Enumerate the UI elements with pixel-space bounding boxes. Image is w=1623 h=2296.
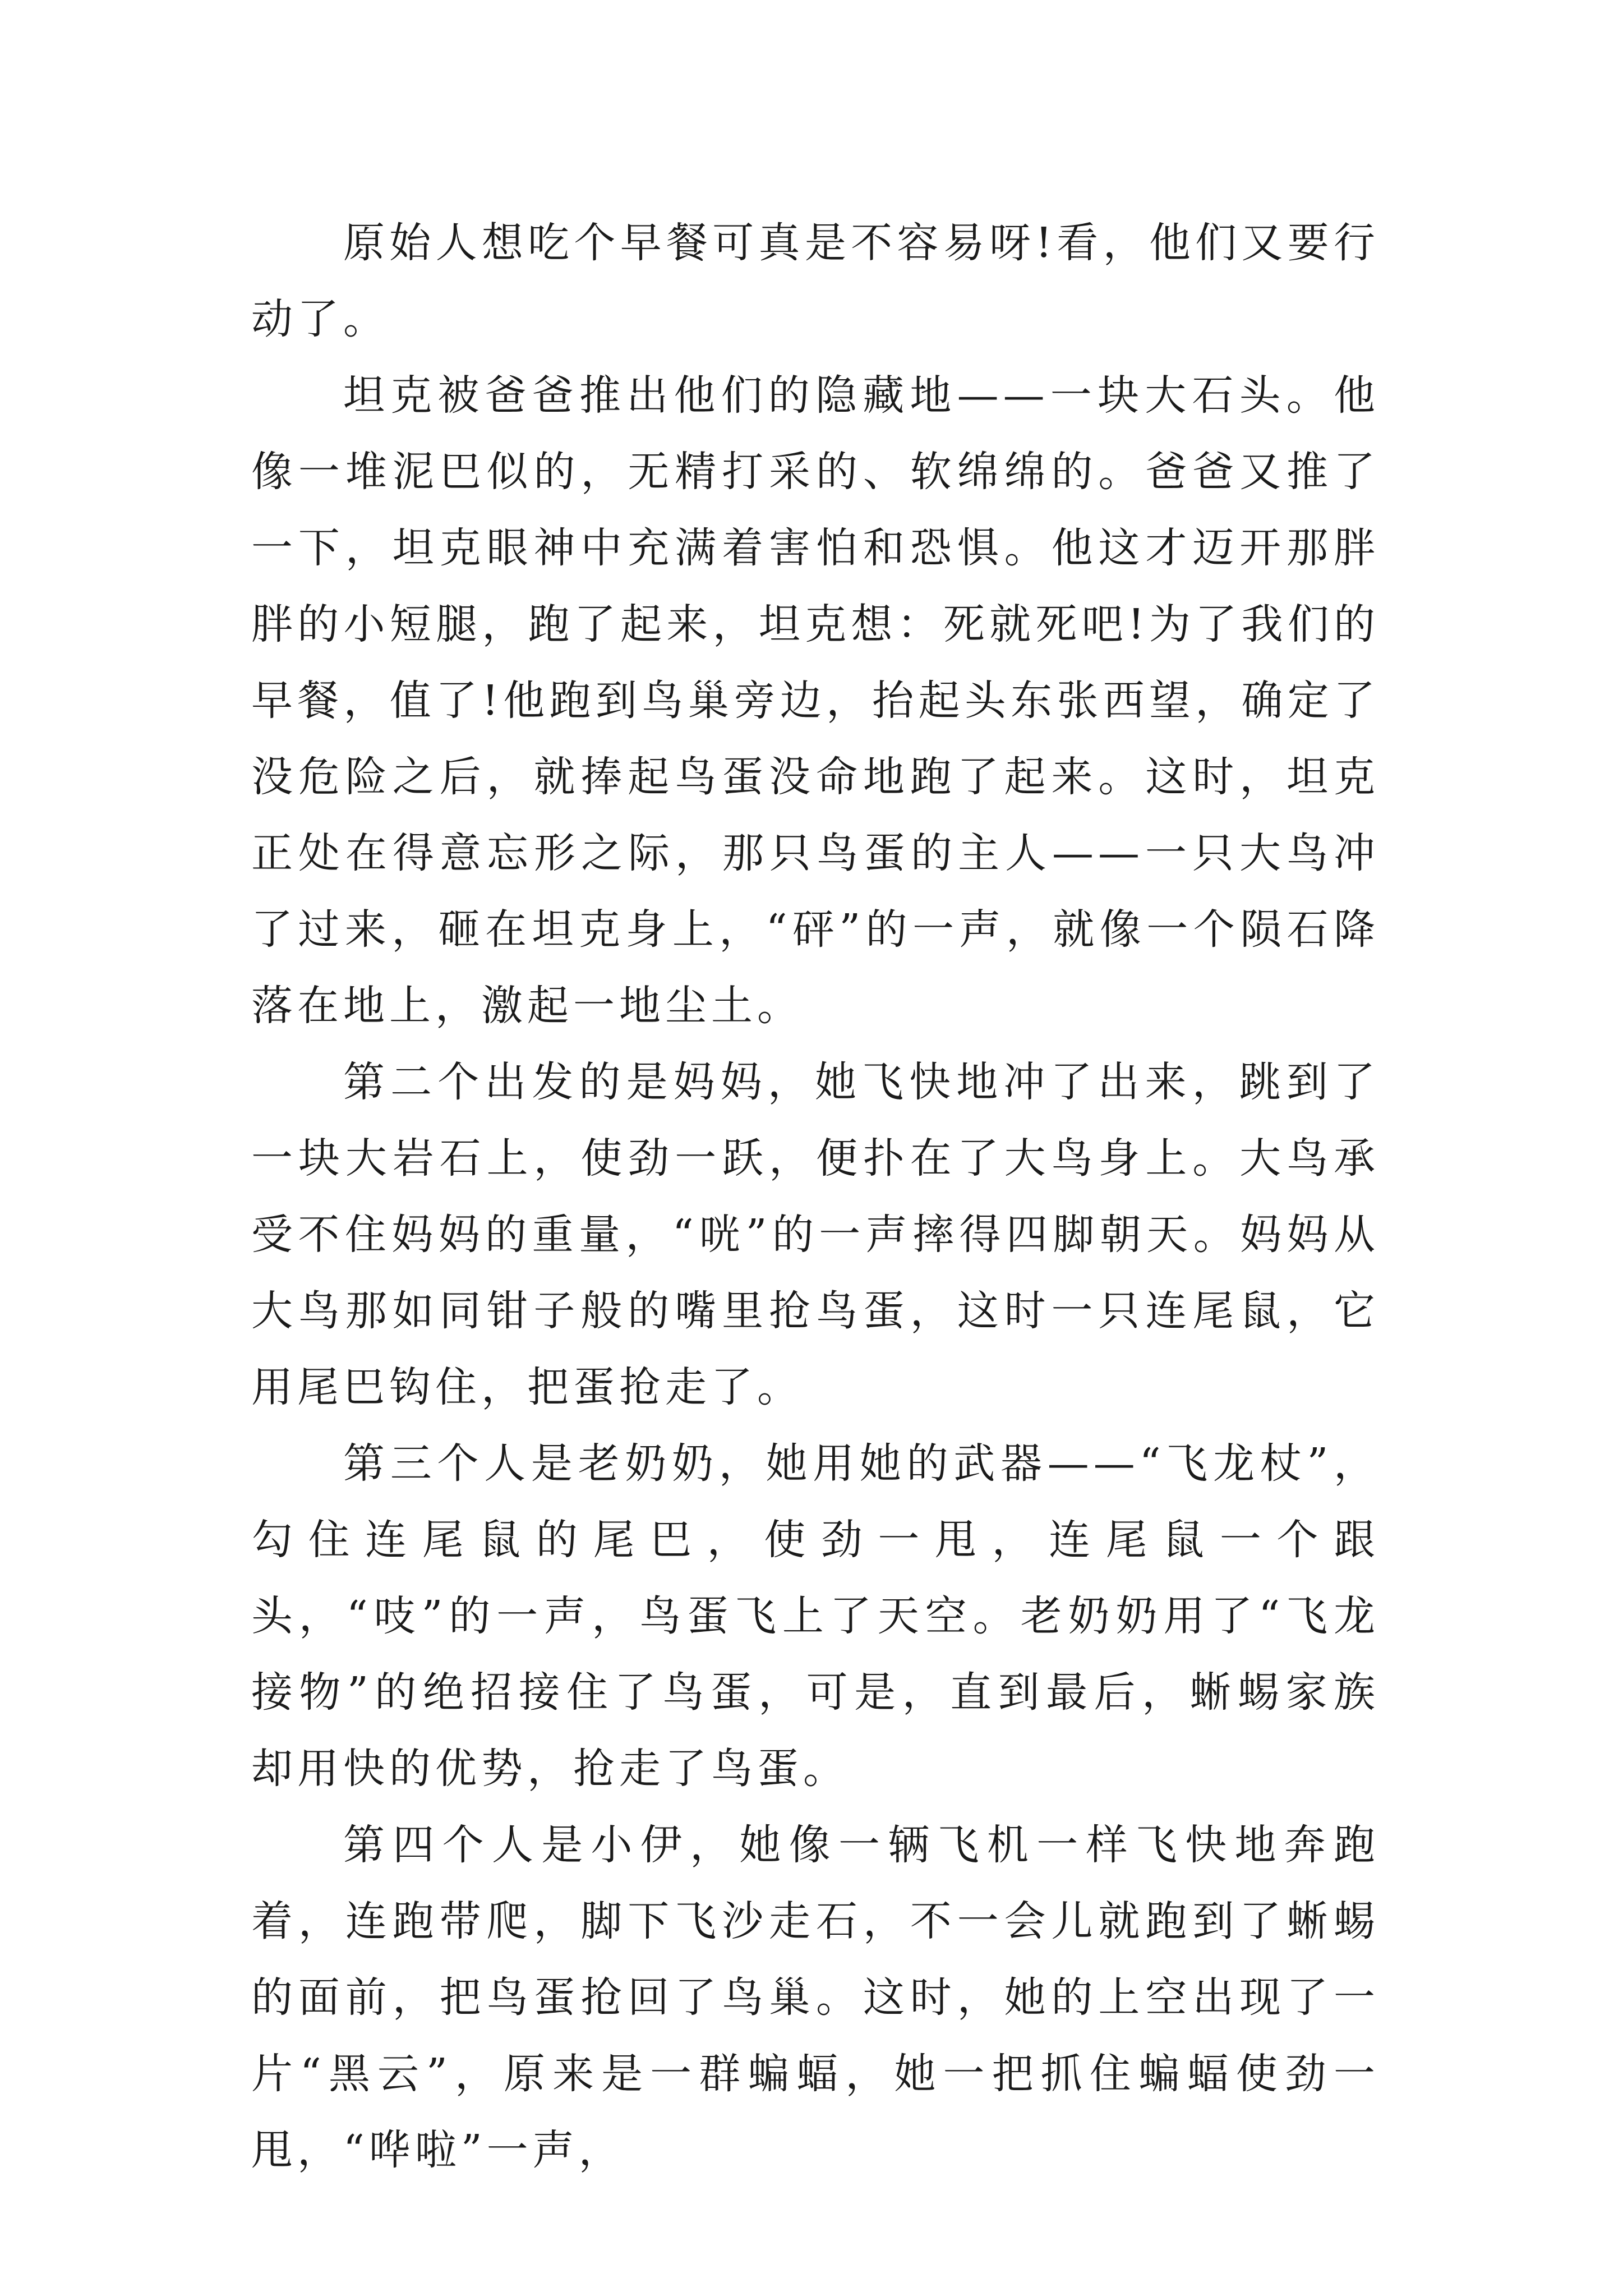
- paragraph-3: 第二个出发的是妈妈，她飞快地冲了出来，跳到了一块大岩石上，使劲一跃，便扑在了大鸟身上。大鸟承受不住妈妈的重量，“咣”的一声摔得四脚朝天。妈妈从大鸟那如同钳子般的嘴里抢鸟蛋，这时一只连尾鼠，它用尾巴钩住，把蛋抢走了。: [251, 1058, 1380, 1411]
- paragraph-1: 原始人想吃个早餐可真是不容易呀!看，他们又要行动了。: [251, 219, 1380, 343]
- document-body: [251, 205, 1380, 2188]
- paragraph-4: 第三个人是老奶奶，她用她的武器——“飞龙杖”，勾住连尾鼠的尾巴，使劲一甩，连尾鼠一个跟头，“吱”的一声，鸟蛋飞上了天空。老奶奶用了“飞龙接物”的绝招接住了鸟蛋，可是，直到最后，蜥蜴家族却用快的优势，抢走了鸟蛋。: [251, 1439, 1380, 1793]
- paragraph-5: 第四个人是小伊，她像一辆飞机一样飞快地奔跑着，连跑带爬，脚下飞沙走石，不一会儿就跑到了蜥蜴的面前，把鸟蛋抢回了鸟巢。这时，她的上空出现了一片“黑云”，原来是一群蝙蝠，她一把抓住蝙蝠使劲一甩，“哗啦”一声，: [251, 1821, 1380, 2174]
- paragraph-2: 坦克被爸爸推出他们的隐藏地——一块大石头。他像一堆泥巴似的，无精打采的、软绵绵的。爸爸又推了一下，坦克眼神中充满着害怕和恐惧。他这才迈开那胖胖的小短腿，跑了起来，坦克想：死就死吧!为了我们的早餐，值了!他跑到鸟巢旁边，抬起头东张西望，确定了没危险之后，就捧起鸟蛋没命地跑了起来。这时，坦克正处在得意忘形之际，那只鸟蛋的主人——一只大鸟冲了过来，砸在坦克身上，“砰”的一声，就像一个陨石降落在地上，激起一地尘土。: [251, 371, 1380, 1030]
